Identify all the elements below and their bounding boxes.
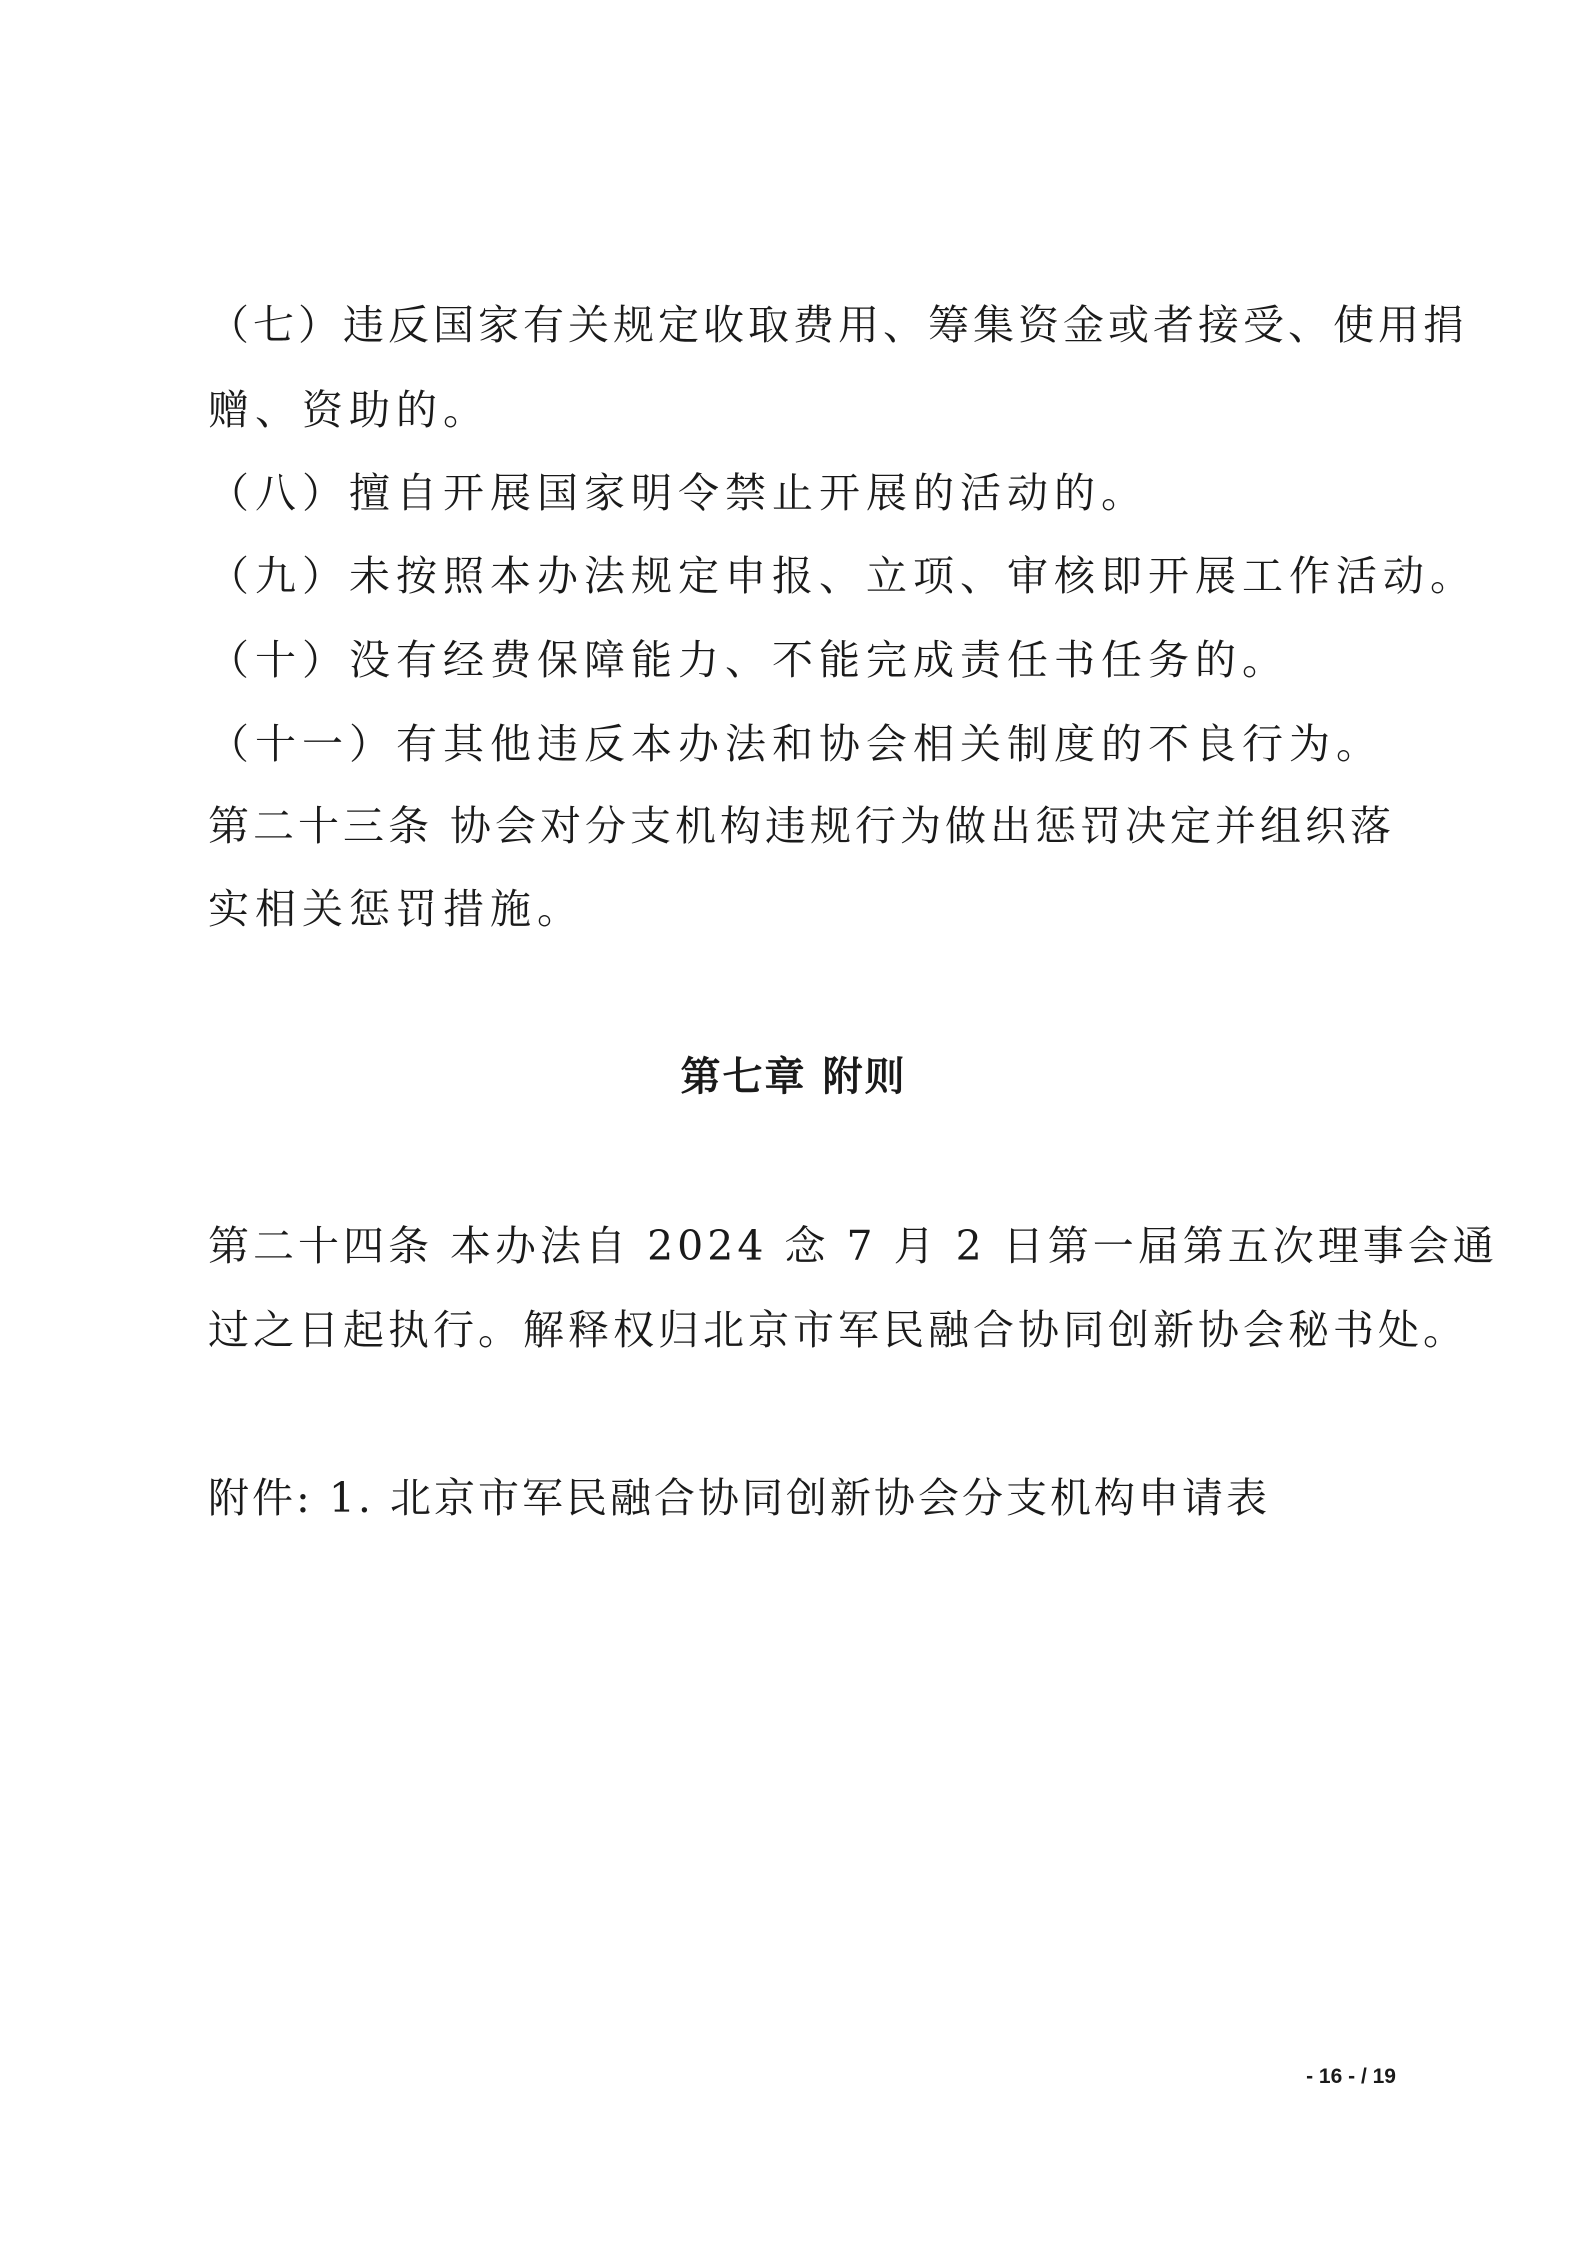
item-9: （九）未按照本办法规定申报、立项、审核即开展工作活动。 xyxy=(208,552,1477,600)
article-24-line-1: 第二十四条 本办法自 2024 念 7 月 2 日第一届第五次理事会通 xyxy=(208,1222,1498,1270)
item-10: （十）没有经费保障能力、不能完成责任书任务的。 xyxy=(208,636,1289,684)
article-24-line-2: 过之日起执行。解释权归北京市军民融合协同创新协会秘书处。 xyxy=(208,1306,1468,1354)
chapter-heading: 第七章 附则 xyxy=(680,1054,907,1100)
page-number: - 16 - / 19 xyxy=(1306,2065,1396,2088)
item-7-line-2: 赠、资助的。 xyxy=(208,386,490,434)
article-23-line-2: 实相关惩罚措施。 xyxy=(208,885,584,933)
item-8: （八）擅自开展国家明令禁止开展的活动的。 xyxy=(208,469,1148,517)
article-23-line-1: 第二十三条 协会对分支机构违规行为做出惩罚决定并组织落 xyxy=(208,802,1396,850)
attachment-line: 附件: 1. 北京市军民融合协同创新协会分支机构申请表 xyxy=(208,1474,1270,1522)
item-11: （十一）有其他违反本办法和协会相关制度的不良行为。 xyxy=(208,720,1383,768)
item-7-line-1: （七）违反国家有关规定收取费用、筹集资金或者接受、使用捐 xyxy=(208,301,1468,349)
